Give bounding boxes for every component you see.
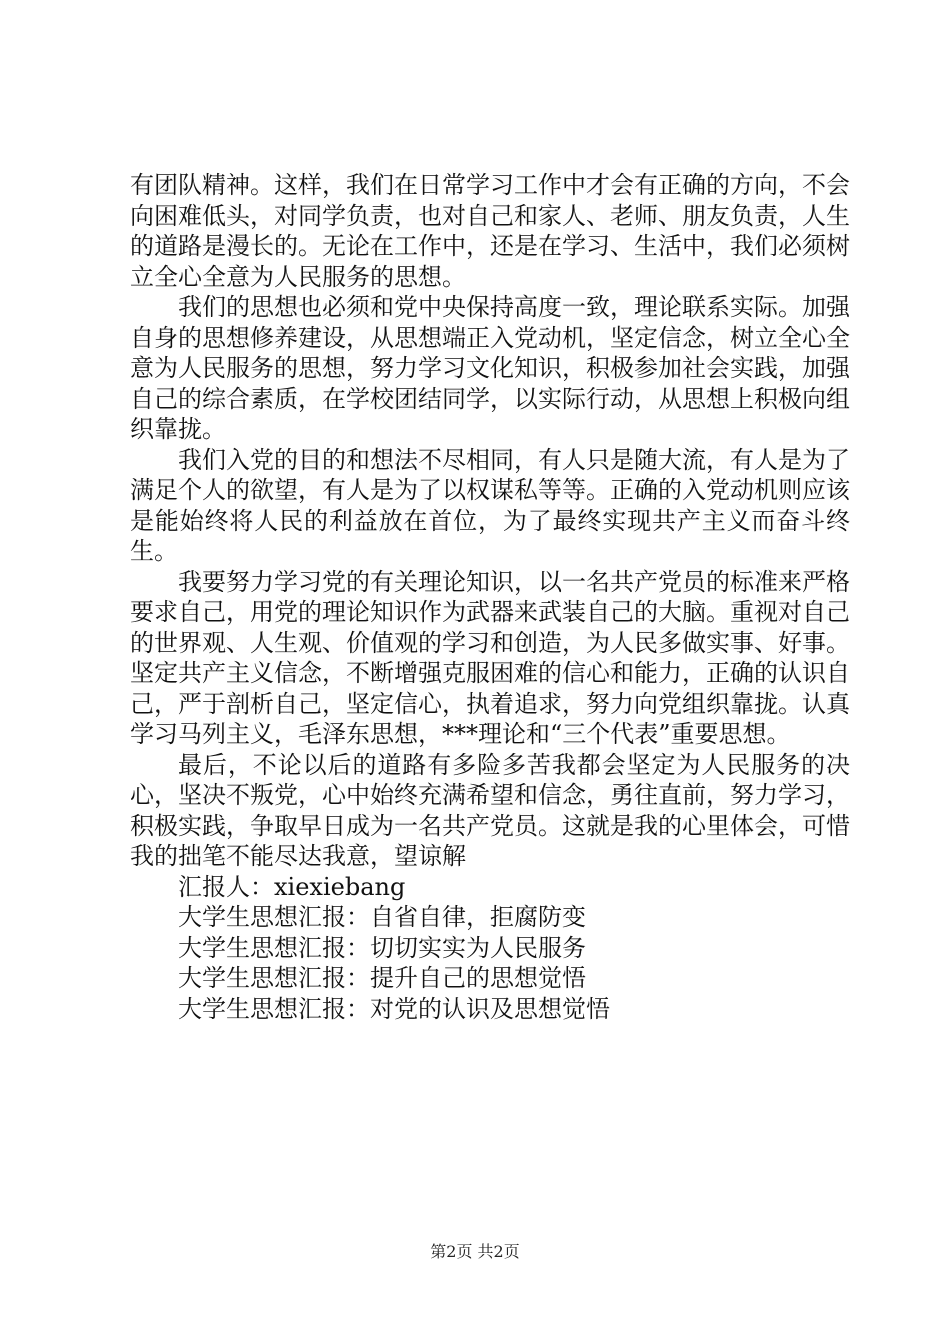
paragraph-1: 有团队精神。这样，我们在日常学习工作中才会有正确的方向，不会向困难低头，对同学负责，也对自己和家人、老师、朋友负责，人生的道路是漫长的。无论在工作中，还是在学习、生活中，我们必须树立全心全意为人民服务的思想。 — [130, 171, 850, 291]
paragraph-4: 我要努力学习党的有关理论知识，以一名共产党员的标准来严格要求自己，用党的理论知识作为武器来武装自己的大脑。重视对自己的世界观、人生观、价值观的学习和创造，为人民多做实事、好事。坚定共产主义信念，不断增强克服困难的信心和能力，正确的认识自己，严于剖析自己，坚定信心，执着追求，努力向党组织靠拢。认真学习马列主义，毛泽东思想，***理论和“三个代表”重要思想。 — [130, 567, 850, 748]
related-article-4: 大学生思想汇报：对党的认识及思想觉悟 — [178, 994, 610, 1023]
related-article-3: 大学生思想汇报：提升自己的思想觉悟 — [178, 964, 586, 992]
related-article-1: 大学生思想汇报：自省自律，拒腐防变 — [178, 903, 586, 931]
paragraph-3: 我们入党的目的和想法不尽相同，有人只是随大流，有人是为了满足个人的欲望，有人是为了以权谋私等等。正确的入党动机则应该是能始终将人民的利益放在首位，为了最终实现共产主义而奋斗终生。 — [130, 445, 850, 565]
reporter-line: 汇报人：xiexiebang — [178, 872, 406, 901]
paragraph-5: 最后，不论以后的道路有多险多苦我都会坚定为人民服务的决心，坚决不叛党，心中始终充满希望和信念，勇往直前，努力学习，积极实践，争取早日成为一名共产党员。这就是我的心里体会，可惜我的拙笔不能尽达我意，望谅解 — [130, 750, 850, 870]
related-article-2: 大学生思想汇报：切切实实为人民服务 — [178, 933, 586, 962]
page-footer: 第2页 共2页 — [430, 1242, 520, 1261]
paragraph-2: 我们的思想也必须和党中央保持高度一致，理论联系实际。加强自身的思想修养建设，从思想端正入党动机，坚定信念，树立全心全意为人民服务的思想，努力学习文化知识，积极参加社会实践，加强自己的综合素质，在学校团结同学，以实际行动，从思想上积极向组织靠拢。 — [130, 293, 850, 443]
document-body — [130, 170, 850, 1024]
